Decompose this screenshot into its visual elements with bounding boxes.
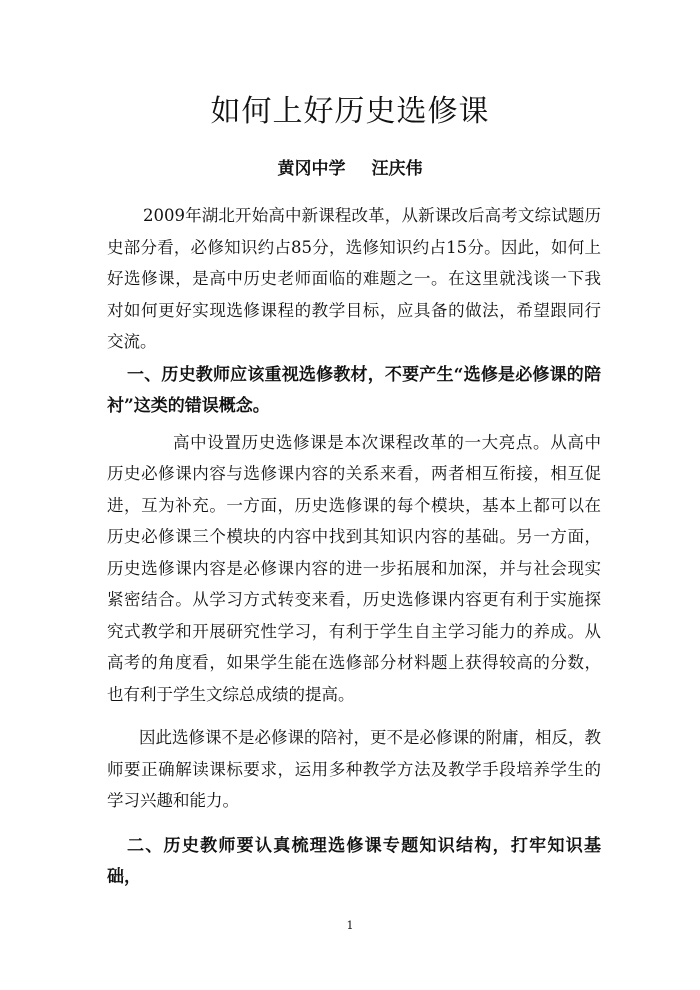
author-name: 汪庆伟 <box>371 159 423 179</box>
section-heading-2: 二、历史教师要认真梳理选修课专题知识结构，打牢知识基础， <box>107 835 601 887</box>
author-line <box>0 156 700 182</box>
document-body <box>107 200 601 894</box>
page-number: 1 <box>346 919 354 932</box>
section-heading-1: 一、历史教师应该重视选修教材，不要产生“选修是必修课的陪衬”这类的错误概念。 <box>107 364 601 416</box>
body-paragraph: 高中设置历史选修课是本次课程改革的一大亮点。从高中历史必修课内容与选修课内容的关系来看，两者相互衔接，相互促进，互为补充。一方面，历史选修课的每个模块，基本上都可以在历史必修课三个模块的内容中找到其知识内容的基础。另一方面，历史选修课内容是必修课内容的进一步拓展和加深，并与社会现实紧密结合。从学习方式转变来看，历史选修课内容更有利于实施探究式教学和开展研究性学习，有利于学生自主学习能力的养成。从高考的角度看，如果学生能在选修部分材料题上获得较高的分数，也有利于学生文综总成绩的提高。 <box>107 432 601 704</box>
intro-paragraph: 2009年湖北开始高中新课程改革，从新课改后高考文综试题历史部分看，必修知识约占85分，选修知识约占15分。因此，如何上好选修课，是高中历史老师面临的难题之一。在这里就浅谈一下我对如何更好实现选修课程的教学目标，应具备的做法，希望跟同行交流。 <box>107 206 601 351</box>
document-title: 如何上好历史选修课 <box>210 94 490 129</box>
body-paragraph: 因此选修课不是必修课的陪衬，更不是必修课的附庸，相反，教师要正确解读课标要求，运用多种教学方法及教学手段培养学生的学习兴趣和能力。 <box>107 728 601 810</box>
author-school: 黄冈中学 <box>277 159 346 179</box>
